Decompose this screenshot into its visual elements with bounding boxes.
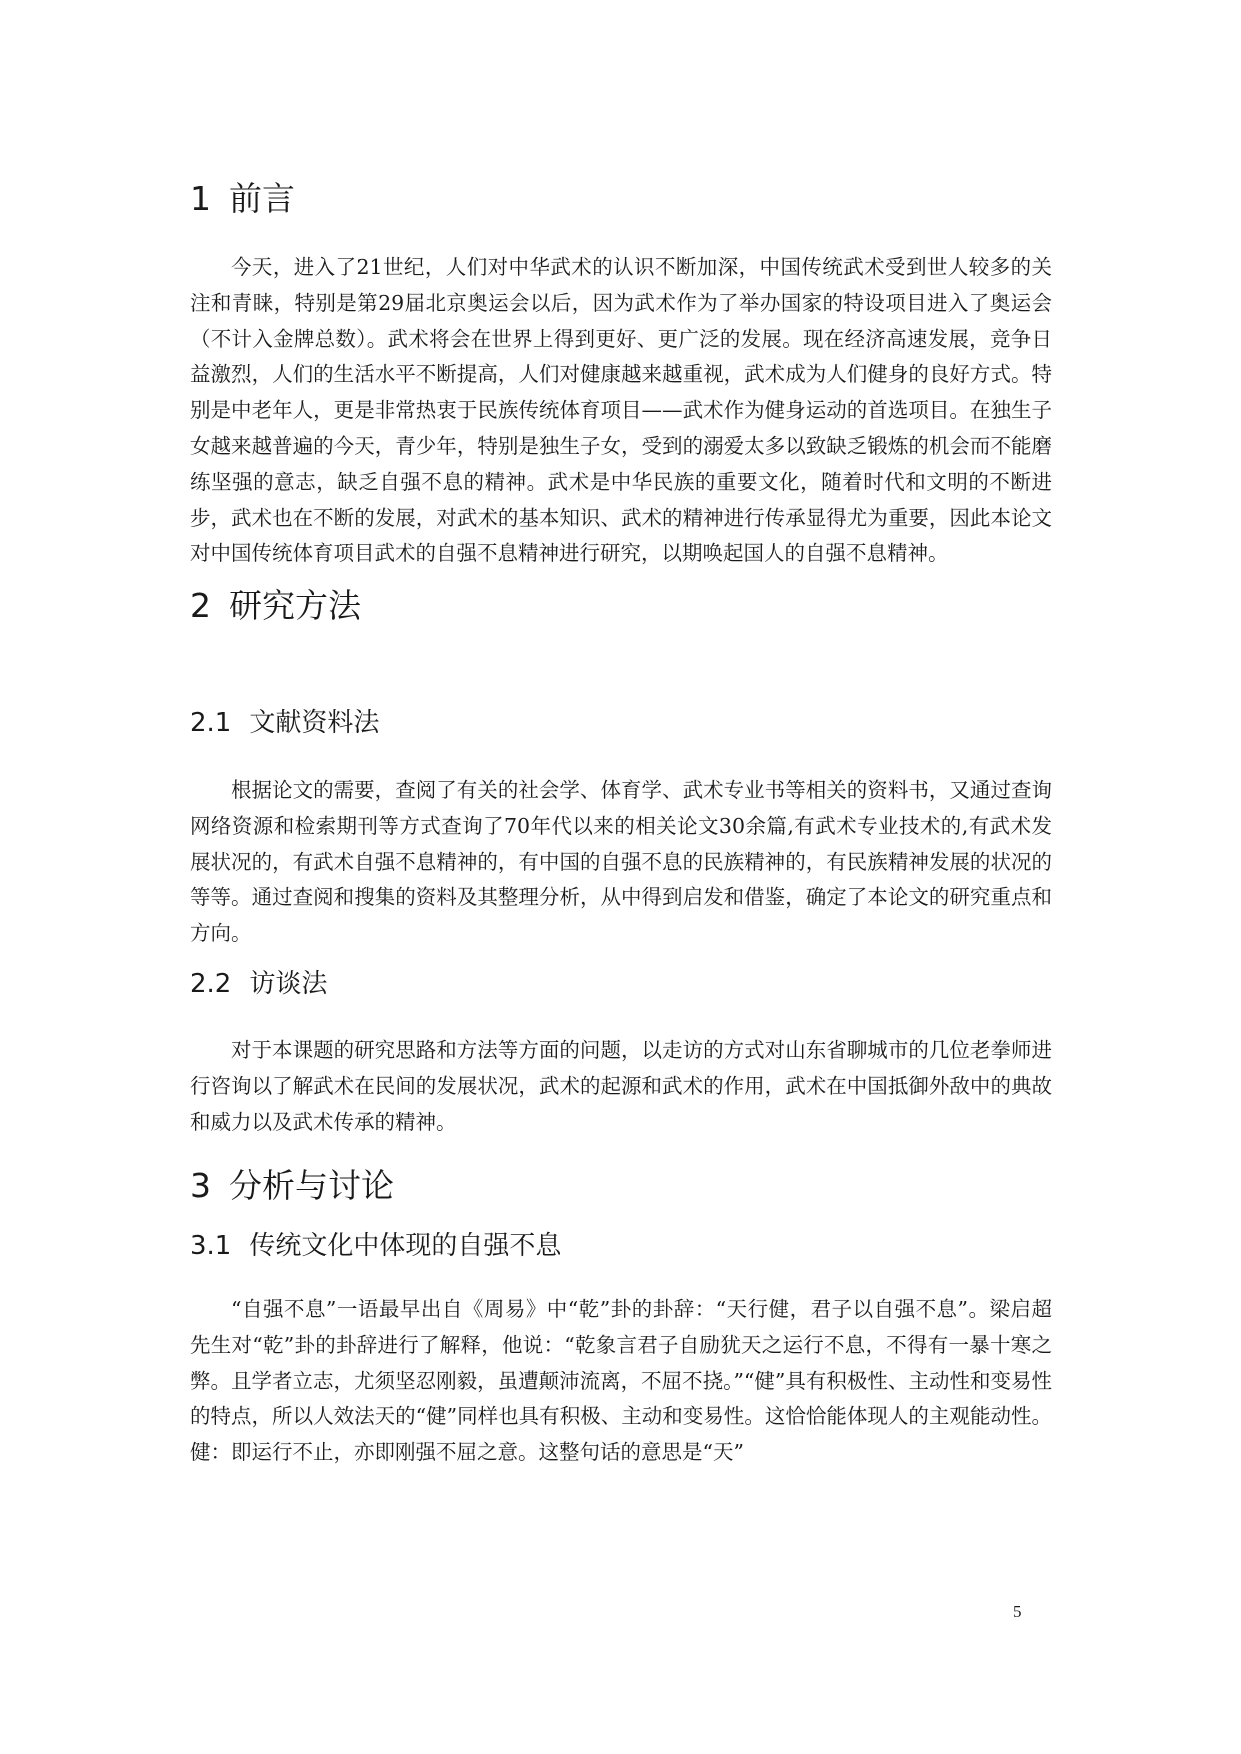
section-heading-3	[190, 1160, 394, 1207]
page-number: 5	[1013, 1602, 1022, 1621]
section-number: 1	[190, 179, 211, 218]
paragraph-tradition: “自强不息”一语最早出自《周易》中“乾”卦的卦辞：“天行健，君子以自强不息”。梁启超先生对“乾”卦的卦辞进行了解释，他说：“乾象言君子自励犹天之运行不息，不得有一暴十寒之弊。且学者立志，尤须坚忍刚毅，虽遭颠沛流离，不屈不挠。”“健”具有积极性、主动性和变易性的特点，所以人效法天的“健”同样也具有积极、主动和变易性。这恰恰能体现人的主观能动性。健：即运行不止，亦即刚强不屈之意。这整句话的意思是“天”	[190, 1297, 1052, 1465]
section-number: 3.1	[190, 1231, 232, 1261]
section-title: 传统文化中体现的自强不息	[249, 1231, 562, 1261]
section-number: 3	[190, 1166, 211, 1205]
paragraph-literature-method: 根据论文的需要，查阅了有关的社会学、体育学、武术专业书等相关的资料书，又通过查询网络资源和检索期刊等方式查询了70年代以来的相关论文30余篇,有武术专业技术的,有武术发展状况的，有武术自强不息精神的，有中国的自强不息的民族精神的，有民族精神发展的状况的等等。通过查阅和搜集的资料及其整理分析，从中得到启发和借鉴，确定了本论文的研究重点和方向。	[190, 778, 1052, 946]
section-title: 研究方法	[229, 586, 361, 625]
paragraph-interview-method: 对于本课题的研究思路和方法等方面的问题，以走访的方式对山东省聊城市的几位老拳师进行咨询以了解武术在民间的发展状况，武术的起源和武术的作用，武术在中国抵御外敌中的典故和威力以及武术传承的精神。	[190, 1038, 1052, 1134]
section-title: 前言	[229, 179, 295, 218]
section-title: 分析与讨论	[229, 1166, 394, 1205]
subsection-heading-2-1	[190, 702, 379, 739]
section-number: 2.2	[190, 969, 232, 999]
section-title: 访谈法	[249, 969, 328, 999]
section-title: 文献资料法	[249, 708, 380, 738]
section-number: 2	[190, 586, 211, 625]
subsection-heading-3-1	[190, 1225, 561, 1262]
section-heading-1	[190, 173, 295, 220]
section-number: 2.1	[190, 708, 232, 738]
paragraph-introduction: 今天，进入了21世纪，人们对中华武术的认识不断加深，中国传统武术受到世人较多的关注和青睐，特别是第29届北京奥运会以后，因为武术作为了举办国家的特设项目进入了奥运会（不计入金牌总数）。武术将会在世界上得到更好、更广泛的发展。现在经济高速发展，竞争日益激烈，人们的生活水平不断提高，人们对健康越来越重视，武术成为人们健身的良好方式。特别是中老年人，更是非常热衷于民族传统体育项目——武术作为健身运动的首选项目。在独生子女越来越普遍的今天，青少年，特别是独生子女，受到的溺爱太多以致缺乏锻炼的机会而不能磨练坚强的意志，缺乏自强不息的精神。武术是中华民族的重要文化，随着时代和文明的不断进步，武术也在不断的发展，对武术的基本知识、武术的精神进行传承显得尤为重要，因此本论文对中国传统体育项目武术的自强不息精神进行研究，以期唤起国人的自强不息精神。	[190, 255, 1052, 566]
subsection-heading-2-2	[190, 963, 327, 1000]
section-heading-2	[190, 580, 361, 627]
